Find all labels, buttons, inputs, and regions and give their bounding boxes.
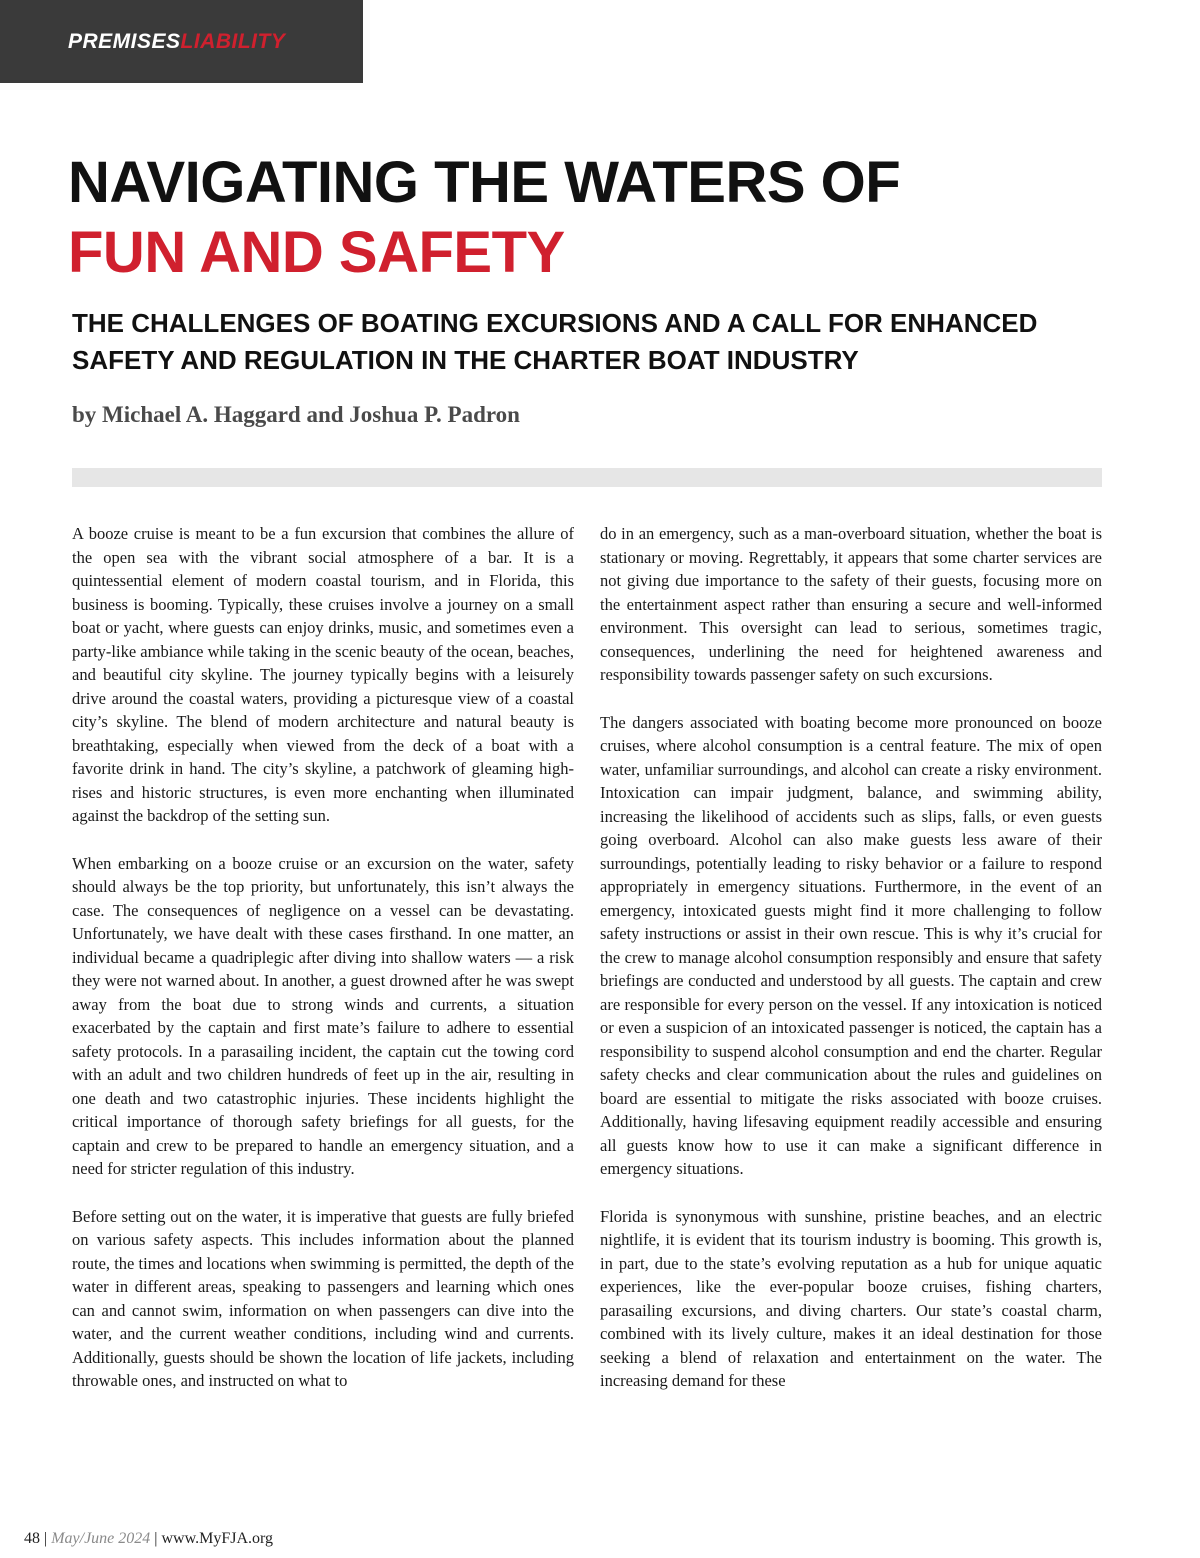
body-paragraph: Before setting out on the water, it is imperative that guests are fully briefed on various safety aspects. This includes information about the planned route, the times and locations when swimming is permitted, the depth of the water in different areas, speaking to passengers and learning which ones can and cannot swim, information on when passengers can dive into the water, and the current weather conditions, including wind and currents. Additionally, guests should be shown the location of life jackets, including throwable ones, and instructed on what to — [72, 1206, 574, 1390]
body-paragraph: do in an emergency, such as a man-overboard situation, whether the boat is stationary or moving. Regrettably, it appears that some charter services are not giving due importance to the safety of their guests, focusing more on the entertainment aspect rather than ensuring a secure and well-informed environment. This oversight can lead to serious, sometimes tragic, consequences, underlining the need for heightened awareness and responsibility towards passenger safety on such excursions. — [600, 524, 1102, 684]
body-column-right — [600, 522, 1102, 1393]
article-title-line2: FUN AND SAFETY — [68, 220, 565, 285]
footer-separator: | — [44, 1530, 48, 1547]
body-paragraph: A booze cruise is meant to be a fun excursion that combines the allure of the open sea with the vibrant social atmosphere of a bar. It is a quintessential element of modern coastal tourism, and in Florida, this business is booming. Typically, these cruises involve a journey on a small boat or yacht, where guests can enjoy drinks, music, and sometimes even a party-like ambiance while taking in the scenic beauty of the ocean, beaches, and beautiful city skyline. The journey typically begins with a leisurely drive around the coastal waters, providing a picturesque view of a coastal city’s skyline. The blend of modern architecture and natural beauty is breathtaking, especially when viewed from the deck of a boat with a favorite drink in hand. The city’s skyline, a patchwork of gleaming high-rises and historic structures, is even more enchanting when illuminated against the backdrop of the setting sun. — [72, 524, 574, 825]
article-title-line1: NAVIGATING THE WATERS OF — [68, 150, 901, 215]
body-paragraph: When embarking on a booze cruise or an excursion on the water, safety should always be the top priority, but unfortunately, this isn’t always the case. The consequences of negligence on a vessel can be devastating. Unfortunately, we have dealt with these cases firsthand. In one matter, an individual became a quadriplegic after diving into shallow waters — a risk they were not warned about. In another, a guest drowned after he was swept away from the boat due to strong winds and currents, a situation exacerbated by the captain and first mate’s failure to adhere to essential safety protocols. In a parasailing incident, the captain cut the towing cord with an adult and two children hundreds of feet up in the air, resulting in one death and two catastrophic injuries. These incidents highlight the critical importance of thorough safety briefings for all guests, for the captain and crew to be prepared to handle an emergency situation, and a need for stricter regulation of this industry. — [72, 853, 574, 1178]
article-byline: by Michael A. Haggard and Joshua P. Padron — [72, 402, 520, 427]
issue-date: May/June 2024 — [51, 1530, 151, 1547]
body-column-left — [72, 522, 574, 1393]
section-label-liability: LIABILITY — [180, 30, 286, 53]
article-subtitle: THE CHALLENGES OF BOATING EXCURSIONS AND A CALL FOR ENHANCED SAFETY AND REGULATION IN THE CHARTER BOAT INDUSTRY — [72, 308, 1038, 375]
section-label — [68, 30, 285, 54]
body-paragraph: Florida is synonymous with sunshine, pristine beaches, and an electric nightlife, it is evident that its tourism industry is booming. This growth is, in part, due to the state’s evolving reputation as a hub for unique aquatic experiences, like the ever-popular booze cruises, fishing charters, parasailing excursions, and diving charters. Our state’s coastal charm, combined with its lively culture, makes it an ideal destination for those seeking a blend of relaxation and entertainment on the water. The increasing demand for these — [600, 1206, 1102, 1390]
page-footer — [24, 1530, 273, 1548]
divider-bar — [72, 468, 1102, 487]
body-paragraph: The dangers associated with boating become more pronounced on booze cruises, where alcohol consumption is a central feature. The mix of open water, unfamiliar surroundings, and alcohol can create a risky environment. Intoxication can impair judgment, balance, and swimming ability, increasing the likelihood of accidents such as slips, falls, or even guests going overboard. Alcohol can also make guests less aware of their surroundings, potentially leading to risky behavior or a failure to respond appropriately in emergency situations. Furthermore, in the event of an emergency, intoxicated guests might find it more challenging to follow safety instructions or assist in their own rescue. This is why it’s crucial for the crew to manage alcohol consumption responsibly and ensure that safety briefings are conducted and understood by all guests. The captain and crew are responsible for every person on the vessel. If any intoxication is noticed or even a suspicion of an intoxicated passenger is noticed, the captain has a responsibility to suspend alcohol consumption and end the charter. Regular safety checks and clear communication about the rules and guidelines on board are essential to mitigate the risks associated with booze cruises. Additionally, having lifesaving equipment readily accessible and ensuring all guests know how to use it can make a significant difference in emergency situations. — [600, 712, 1102, 1178]
article-title — [68, 148, 1128, 288]
section-label-premises: PREMISES — [68, 30, 181, 53]
section-tab — [0, 0, 363, 83]
page-number: 48 — [24, 1530, 40, 1547]
website-link[interactable]: www.MyFJA.org — [161, 1530, 274, 1547]
footer-separator: | — [154, 1530, 158, 1547]
